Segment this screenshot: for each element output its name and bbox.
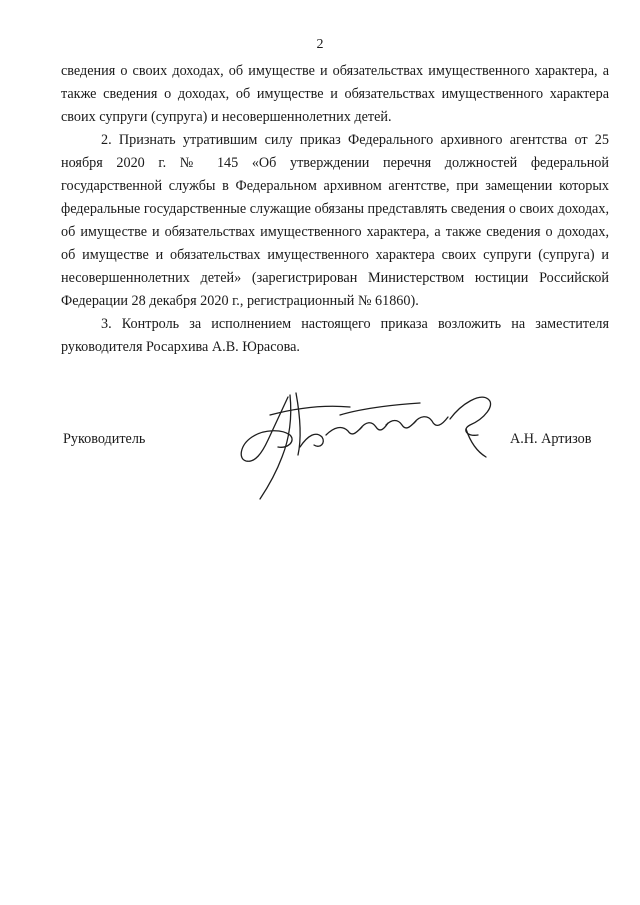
paragraph-item-2: 2. Признать утратившим силу приказ Федерального архивного агентства от 25 ноября 2020 г. № 145 «Об утверждении перечня должностей федеральной государственной службы в Федеральном архивном агентстве, при замещении которых федеральные государственные служащие обязаны представлять сведения о своих доходах, об имуществе и обязательствах имущественного характера, а также сведения о доходах, об имуществе и обязательствах имущественного характера своих супруги (супруга) и несовершеннолетних детей» (зарегистрирован Министерством юстиции Российской Федерации 28 декабря 2020 г., регистрационный № 61860). [61, 132, 609, 309]
signatory-title: Руководитель [63, 431, 146, 447]
paragraph-continuation: сведения о своих доходах, об имуществе и обязательствах имущественного характера, а также сведения о доходах, об имуществе и обязательствах имущественного характера своих супруги (супруга) и несовершеннолетних детей. [61, 63, 609, 125]
page-number: 2 [316, 37, 324, 52]
signatory-name: А.Н. Артизов [510, 431, 592, 447]
document-body [61, 60, 609, 359]
paragraph-item-3: 3. Контроль за исполнением настоящего приказа возложить на заместителя руководителя Росархива А.В. Юрасова. [61, 316, 609, 355]
handwritten-signature [230, 385, 505, 505]
